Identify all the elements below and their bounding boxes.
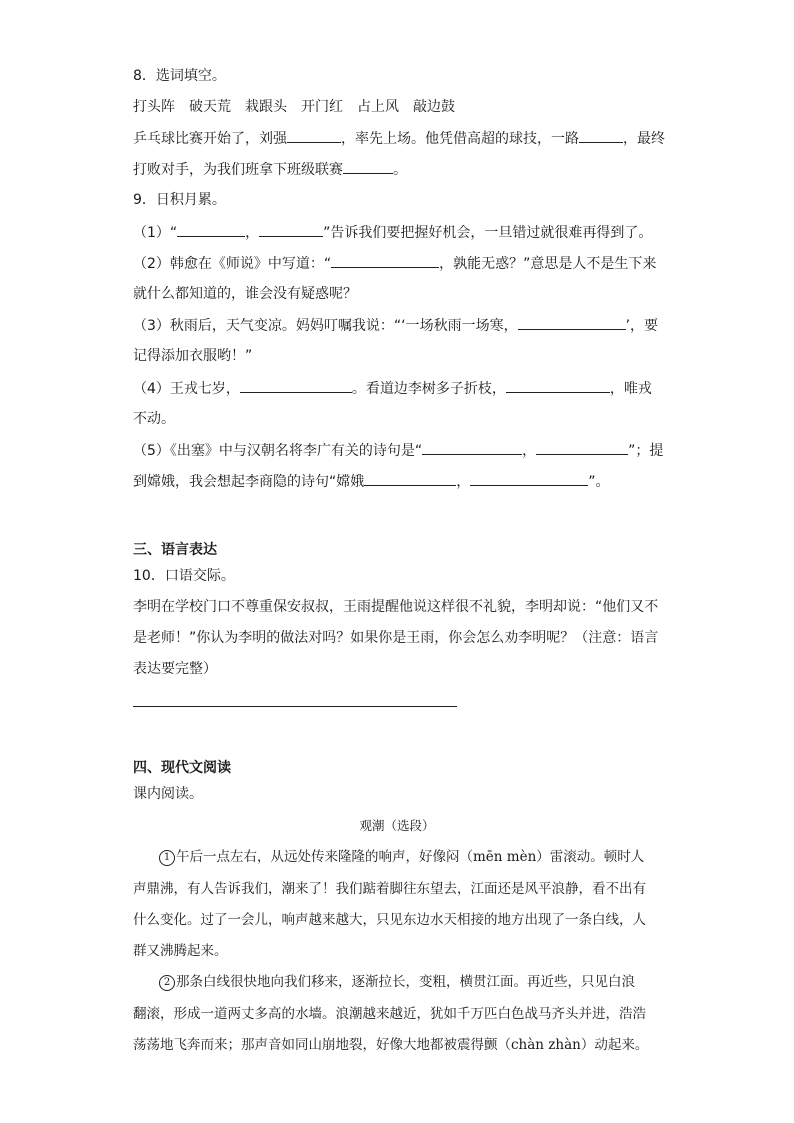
q8-text-line-1 (133, 128, 665, 149)
text: 。 (393, 162, 407, 178)
text: ， (456, 474, 471, 490)
answer-blank[interactable] (343, 159, 393, 174)
text: ，唯戎 (609, 381, 652, 397)
answer-blank[interactable] (470, 471, 588, 486)
text: ”告诉我们要把握好机会，一旦错过就很难再得到了。 (323, 225, 653, 241)
q9-item-3 (133, 315, 658, 336)
text: 乒乓球比赛开始了，刘强 (133, 131, 287, 147)
passage-title: 观潮（选段） (359, 818, 435, 833)
text: （4）王戎七岁， (133, 381, 240, 397)
answer-blank[interactable] (287, 128, 341, 143)
answer-line[interactable] (133, 706, 457, 707)
text: ， (245, 225, 260, 241)
passage-paragraph-2 (159, 972, 635, 992)
passage-line: 什么变化。过了一会儿，响声越来越大，只见东边水天相接的地方出现了一条白线，人 (133, 912, 646, 928)
answer-blank[interactable] (506, 378, 610, 393)
text: （2）韩愈在《师说》中写道：“ (133, 256, 332, 272)
q9-item-1 (133, 222, 652, 243)
answer-blank[interactable] (331, 253, 439, 268)
text: 午后一点左右，从远处传来隆隆的响声，好像闷（mēn mèn）雷滚动。顿时人 (176, 849, 645, 865)
q8-word-options: 打头阵 破天荒 栽跟头 开门红 占上风 敲边鼓 (133, 99, 455, 115)
q9-heading: 9．日积月累。 (133, 192, 226, 208)
section-3-heading: 三、语言表达 (133, 542, 217, 558)
q9-item-3-cont: 记得添加衣服哟！” (133, 348, 253, 364)
reading-subheading: 课内阅读。 (133, 786, 203, 802)
answer-blank[interactable] (518, 315, 626, 330)
q9-item-4-cont: 不动。 (133, 411, 175, 427)
text: ，率先上场。他凭借高超的球技，一路 (341, 131, 579, 147)
passage-line: 群又沸腾起来。 (133, 943, 228, 959)
q10-paragraph-line-3: 表达要完整） (133, 661, 217, 677)
text: 到嫦娥，我会想起李商隐的诗句“嫦娥 (133, 474, 365, 490)
q9-item-2 (133, 253, 656, 274)
passage-line: 翻滚，形成一道两丈多高的水墙。浪潮越来越近，犹如千万匹白色战马齐头并进，浩浩 (133, 1006, 646, 1022)
text: ”；提 (628, 443, 664, 459)
text: ’，要 (625, 318, 659, 334)
text: ”。 (588, 474, 610, 490)
answer-blank[interactable] (259, 222, 323, 237)
text: ，孰能无惑？”意思是人不是生下来 (439, 256, 657, 272)
answer-blank[interactable] (536, 440, 628, 455)
answer-blank[interactable] (364, 471, 456, 486)
q9-item-2-cont: 就什么都知道的，谁会没有疑惑呢？ (133, 286, 357, 302)
q9-item-4 (133, 378, 652, 399)
q10-heading: 10．口语交际。 (133, 568, 235, 584)
answer-blank[interactable] (177, 222, 245, 237)
q10-paragraph-line-2: 是老师！”你认为李明的做法对吗？如果你是王雨，你会怎么劝李明呢？（注意：语言 (133, 630, 659, 646)
q10-paragraph-line-1: 李明在学校门口不尊重保安叔叔，王雨提醒他说这样很不礼貌，李明却说：“他们又不 (133, 599, 659, 615)
text: 那条白线很快地向我们移来，逐渐拉长，变粗，横贯江面。再近些，只见白浪 (176, 974, 635, 990)
section-4-heading: 四、现代文阅读 (133, 760, 231, 776)
answer-blank[interactable] (579, 128, 623, 143)
text: （1）“ (133, 225, 178, 241)
text: ，最终 (623, 131, 665, 147)
passage-paragraph-1 (159, 847, 644, 867)
answer-blank[interactable] (422, 440, 522, 455)
text: （3）秋雨后，天气变凉。妈妈叮嘱我说：“‘一场秋雨一场寒， (133, 318, 518, 334)
text: 打败对手，为我们班拿下班级联赛 (133, 162, 343, 178)
q9-item-5 (133, 440, 663, 461)
q8-heading: 8．选词填空。 (133, 68, 226, 84)
text: ， (522, 443, 537, 459)
text: 。看道边李树多子折枝， (351, 381, 506, 397)
text: （5）《出塞》中与汉朝名将李广有关的诗句是“ (133, 443, 423, 459)
passage-line: 荡荡地飞奔而来；那声音如同山崩地裂，好像大地都被震得颤（chàn zhàn）动起来。 (133, 1037, 649, 1053)
q8-text-line-2 (133, 159, 407, 180)
paragraph-number-2: 2 (159, 975, 175, 991)
paragraph-number-1: 1 (159, 850, 175, 866)
passage-line: 声鼎沸，有人告诉我们，潮来了！我们踮着脚往东望去，江面还是风平浪静，看不出有 (133, 881, 646, 897)
answer-blank[interactable] (240, 378, 352, 393)
q9-item-5-cont (133, 471, 610, 492)
